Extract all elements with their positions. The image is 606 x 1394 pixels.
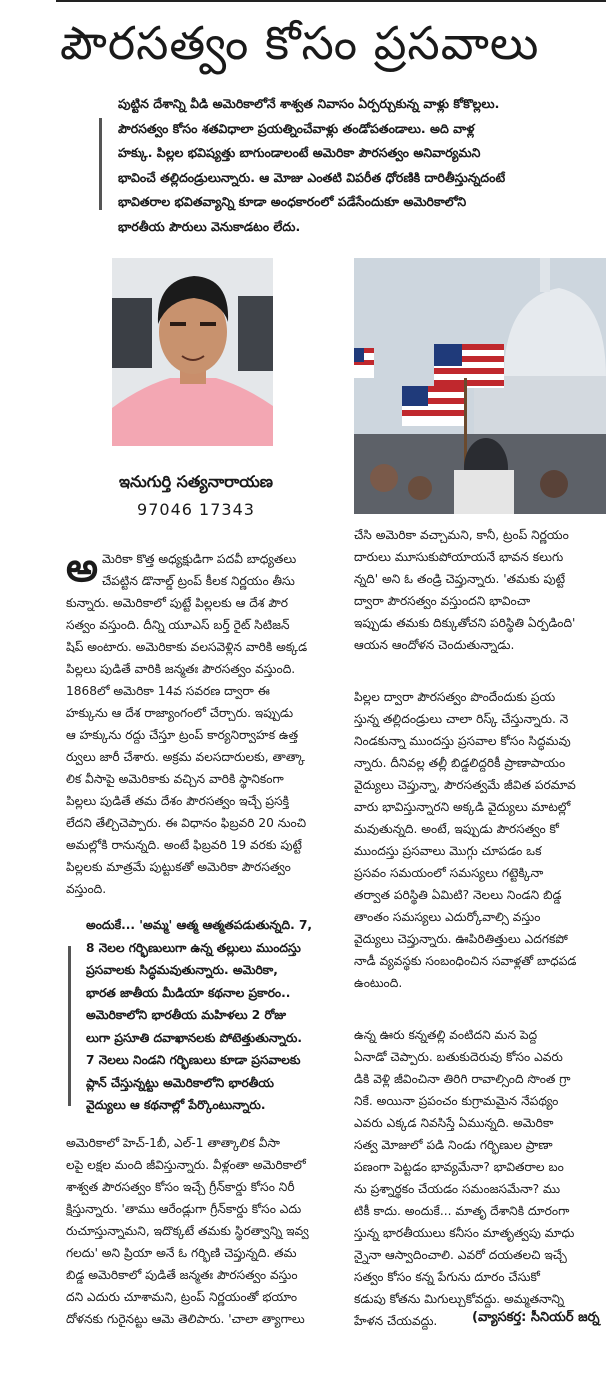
- paragraph-line: సత్వం కోసం కన్న పేగును దూరం చేసుకో: [354, 1270, 540, 1284]
- pull-quote-line: లుగా ప్రసూతి దవాఖానలకు పోటెత్తుతున్నారు.: [86, 1030, 303, 1045]
- paragraph-line: క్షిస్తున్నారు. 'తాము ఆరేండ్లుగా గ్రీన్‌కార్డు కోసం ఎదు: [66, 1202, 302, 1216]
- pull-quote-line: భారత జాతీయ మీడియా కథనాల ప్రకారం..: [86, 985, 291, 1000]
- top-rule: [56, 0, 606, 2]
- paragraph-line: ఏనాడో చెప్పారు. బతుకుదెరువు కోసం ఎవరు: [354, 1050, 563, 1064]
- paragraph-line: వస్తుంది.: [66, 882, 107, 896]
- paragraph-line: అమల్లోకి రానున్నది. అంటే ఫిబ్రవరి 19 వరకు పుట్టే: [66, 838, 302, 852]
- paragraph-line: కడుపు కోతను మిగుల్చుకోవద్దు. అమ్మతనాన్ని: [354, 1292, 565, 1306]
- paragraph-line: దారులు మూసుకుపోయాయనే భావన కలుగు: [354, 550, 564, 564]
- paragraph-line: వైద్యులు చెప్తున్నా, పౌరసత్వమే జీవిత పరమావ: [354, 778, 576, 792]
- paragraph-line: పణంగా పెట్టడం భావ్యమేనా? భావితరాల బం: [354, 1160, 564, 1174]
- col1-intro: [66, 544, 338, 900]
- pull-quote-line: 8 నెలల గర్భిణులుగా ఉన్న తల్లులు ముందస్తు: [86, 940, 301, 955]
- paragraph-line: న్నారు. దీనివల్ల తల్లీ బిడ్డలిద్దరికీ ప్రాణాపాయం: [354, 756, 566, 770]
- col1-bottom: [66, 1132, 338, 1330]
- paragraph-line: వైద్యులు చెప్తున్నారు. ఊపిరితిత్తులు ఎదగకపో: [354, 932, 568, 946]
- col2-bottom: [354, 1024, 606, 1332]
- pull-quote-line: వైద్యులు ఆ కథనాల్లో పేర్కొంటున్నారు.: [86, 1098, 266, 1112]
- paragraph-line: ను ప్రశ్నార్థకం చేయడం సమంజసమేనా? ము: [354, 1182, 561, 1196]
- paragraph-line: 1868లో అమెరికా 14వ సవరణ ద్వారా ఈ: [66, 684, 270, 698]
- paragraph-line: పిల్లలు పుడితే తమ దేశం పౌరసత్వం ఇచ్చే ప్రసక్తి: [66, 794, 290, 808]
- paragraph-line: తాంతం సమస్యలు ఎదుర్కోవాల్సి వస్తుం: [354, 910, 541, 924]
- flag-1: [434, 344, 504, 388]
- flag-2: [402, 386, 466, 426]
- paragraph-line: రుచూస్తున్నామని, ఇదొక్కటే తమకు స్థిరత్వాన్ని ఇవ్వ: [66, 1224, 309, 1238]
- deck-line: భావితరాల భవితవ్యాన్ని కూడా అంధకారంలో పడేసేందుకూ అమెరికాలోని: [118, 194, 467, 209]
- paragraph-line: నిండకున్నా ముందస్తు ప్రసవాల కోసం సిద్ధమవు: [354, 734, 571, 748]
- paragraph-line: కున్నారు. అమెరికాలో పుట్టే పిల్లలకు ఆ దేశ పౌర: [66, 596, 289, 610]
- paragraph-line: ఉన్న ఊరు కన్నతల్లి వంటిదని మన పెద్ద: [354, 1028, 538, 1042]
- paragraph-line: సత్వ మోజులో పడి నిండు గర్భిణుల ప్రాణా: [354, 1138, 553, 1152]
- dropcap: అ: [66, 544, 98, 591]
- paragraph-line: గలదు' అని ప్రియా అనే ఓ గర్భిణి చెప్తున్నది. తమ: [66, 1246, 297, 1260]
- paragraph-line: పిల్లల ద్వారా పౌరసత్వం పొందేందుకు ప్రయ: [354, 690, 556, 704]
- author-phone: 97046 17343: [137, 500, 255, 519]
- paragraph-line: హేళన చేయవద్దు.: [354, 1314, 438, 1328]
- paragraph-line: లిక వీసాపై అమెరికాకు వచ్చిన వారికి స్థానికంగా: [66, 772, 284, 786]
- paragraph-line: ఉంటుంది.: [354, 976, 403, 990]
- paragraph-line: ఎవరు ఎక్కడ నివసిస్తే ఏమున్నది. అమెరికా: [354, 1116, 554, 1130]
- paragraph-line: వారు భావిస్తున్నారని అక్కడి వైద్యులు మాటల్లో: [354, 800, 571, 814]
- paragraph-line: అమెరికాలో హెచ్-1బీ, ఎల్-1 తాత్కాలిక వీసా: [66, 1136, 280, 1150]
- pull-quote-line: 7 నెలలు నిండని గర్భిణులు కూడా ప్రసవాలకు: [86, 1053, 301, 1067]
- deck-line: పౌరసత్వం కోసం శతవిధాలా ప్రయత్నించేవాళ్లు తండోపతండాలు. అది వాళ్ల: [118, 120, 475, 136]
- deck-line: భారతీయ పౌరులు వెనుకాడటం లేదు.: [118, 218, 301, 234]
- pull-quote-line: ప్లాన్ చేస్తున్నట్టు అమెరికాలోని భారతీయ: [86, 1075, 274, 1090]
- paragraph-line: న్నైనా ఆస్వాదించాలి. ఎవరో దయతలచి ఇచ్చే: [354, 1248, 567, 1262]
- paragraph-line: టికీ కాదు. అందుకే... మాతృ దేశానికి దూరంగా: [354, 1204, 570, 1218]
- pull-quote: [86, 914, 346, 1117]
- deck: [118, 92, 606, 239]
- paragraph-line: షిప్ అంటారు. అమెరికాకు వలసవెళ్లిన వారికి అక్కడ: [66, 640, 308, 654]
- flag-photo: [354, 258, 606, 514]
- capitol-flags-image: [354, 258, 606, 514]
- paragraph-line: దని ఎదురు చూశామని, ట్రంప్ నిర్ణయంతో భయాం: [66, 1290, 298, 1304]
- col2-mid: [354, 686, 606, 994]
- paragraph-line: పిల్లలు పుడితే వారికి జన్మతః పౌరసత్వం వస్తుంది.: [66, 662, 296, 676]
- paragraph-line: ప్రసవం సమయంలో సమస్యలు గట్టెక్కినా: [354, 866, 544, 880]
- paragraph-line: ఆయన ఆందోళన చెందుతున్నాడు.: [354, 638, 515, 652]
- paragraph-line: సత్వం వస్తుంది. దీన్ని యూఎస్ బర్త్ రైట్ సిటిజన్: [66, 618, 290, 632]
- paragraph-line: దోళనకు గురైనట్టు ఆమె తెలిపారు. 'చాలా త్యాగాలు: [66, 1312, 305, 1326]
- flag-3: [354, 348, 374, 378]
- paragraph-line: లేదని తేల్చిచెప్పారు. ఈ విధానం ఫిబ్రవరి 20 నుంచి: [66, 816, 307, 830]
- paragraph-line: పిల్లలకు మాత్రమే పుట్టుకతో అమెరికా పౌరసత్వం: [66, 860, 291, 874]
- paragraph-line: ర్వులు జారీ చేశారు. అక్రమ వలసదారులకు, తాత్కా: [66, 750, 305, 764]
- paragraph-line: స్తున్న భారతీయులు కనీసం మాతృత్వపు మాధు: [354, 1226, 575, 1240]
- paragraph-line: స్తున్న తల్లిదండ్రులు చాలా రిస్క్ చేస్తున్నారు. నె: [354, 712, 569, 726]
- pull-quote-line: ప్రసవాలకు సిద్ధమవుతున్నారు. అమెరికా,: [86, 963, 278, 977]
- deck-line: భావించే తల్లిదండ్రులున్నారు. ఆ మోజు ఎంతటి విపరీత ధోరణికి దారితీస్తున్నదంటే: [118, 169, 506, 185]
- paragraph-line: తర్వాత పరిస్థితి ఏమిటి? నెలలు నిండని బిడ్డ: [354, 888, 562, 902]
- paragraph-line: ఆ హక్కును రద్దు చేస్తూ ట్రంప్ కార్యనిర్వాహక ఉత్త: [66, 728, 299, 742]
- deck-accent-bar: [99, 118, 102, 210]
- paragraph-line: ముందస్తు ప్రసవాలు మొగ్గు చూపడం ఒక: [354, 844, 542, 858]
- paragraph-line: చేసి అమెరికా వచ్చామని, కానీ, ట్రంప్ నిర్ణయం: [354, 528, 569, 542]
- pull-quote-line: అందుకే... 'అమ్మ' ఆత్మ ఆత్మతపడుతున్నది. 7,: [86, 918, 313, 932]
- headline: పౌరసత్వం కోసం ప్రసవాలు: [60, 16, 540, 70]
- paragraph-line: లపై లక్షల మంది జీవిస్తున్నారు. వీళ్లంతా అమెరికాలో: [66, 1158, 306, 1172]
- col2-top: [354, 524, 606, 656]
- deck-line: హక్కు. పిల్లల భవిష్యత్తు బాగుండాలంటే అమెరికా పౌరసత్వం అనివార్యమని: [118, 145, 481, 160]
- paragraph-line: శాశ్వత పౌరసత్వం కోసం ఇచ్చే గ్రీన్‌కార్డు కోసం నిరీ: [66, 1180, 295, 1194]
- paragraph-line: చేపట్టిన డొనాల్డ్ ట్రంప్ కీలక నిర్ణయం తీసు: [102, 574, 295, 588]
- author-name: ఇనుగుర్తి సత్యనారాయణ: [118, 472, 274, 491]
- paragraph-line: నాడీ వ్యవస్థకు సంబంధించిన సవాళ్లతో బాధపడ: [354, 954, 577, 968]
- byline: (వ్యాసకర్త: సీనియర్ జర్న: [472, 1310, 600, 1325]
- author-photo: [112, 258, 273, 446]
- pull-quote-accent-bar: [68, 946, 71, 1106]
- deck-line: పుట్టిన దేశాన్ని వీడి అమెరికాలోనే శాశ్వత నివాసం ఏర్పర్చుకున్న వాళ్లు కోకొల్లలు.: [118, 96, 500, 111]
- paragraph-line: న్నది' అని ఓ తండ్రి చెప్తున్నారు. 'తమకు పుట్టే: [354, 572, 566, 586]
- author-portrait: [112, 258, 273, 446]
- paragraph-line: మెరికా కొత్త అధ్యక్షుడిగా పదవీ బాధ్యతలు: [102, 552, 297, 566]
- paragraph-line: ద్వారా పౌరసత్వం వస్తుందని భావించా: [354, 594, 531, 608]
- paragraph-line: ఇప్పుడు తమకు దిక్కుతోచని పరిస్థితి ఏర్పడింది': [354, 616, 576, 630]
- paragraph-line: నికే. అయినా ప్రపంచం కుగ్రామమైన నేపథ్యం: [354, 1094, 559, 1108]
- paragraph-line: హక్కును ఆ దేశ రాజ్యాంగంలో చేర్చారు. ఇప్పుడు: [66, 706, 294, 720]
- paragraph-line: బిడ్డ అమెరికాలో పుడితే జన్మతః పౌరసత్వం వస్తుం: [66, 1268, 298, 1282]
- pull-quote-line: అమెరికాలోని భారతీయ మహిళలు 2 రోజు: [86, 1008, 287, 1022]
- paragraph-line: డికి వెళ్లి జీవించినా తిరిగి రావాల్సింది సొంత గ్రా: [354, 1072, 571, 1086]
- paragraph-line: మవుతున్నది. అంటే, ఇప్పుడు పౌరసత్వం కో: [354, 822, 559, 836]
